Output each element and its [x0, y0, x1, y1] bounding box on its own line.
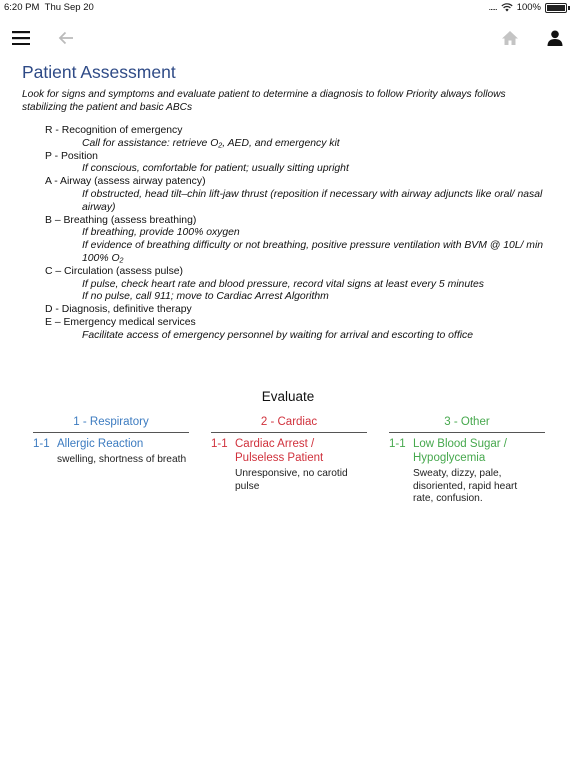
item-title: Cardiac Arrest / Pulseless Patient: [235, 438, 324, 464]
column-header[interactable]: 1 - Respiratory: [33, 416, 189, 433]
step-e: [45, 317, 555, 343]
step-c: [45, 266, 555, 304]
status-time-date: [4, 2, 94, 13]
assessment-steps: [45, 125, 555, 343]
step-detail: Call for assistance: retrieve O₂, AED, and emergency kit: [82, 137, 340, 149]
home-icon[interactable]: [500, 28, 520, 48]
step-detail: If pulse, check heart rate and blood pressure, record vital signs at least every 5 minutes: [82, 278, 484, 290]
step-r: [45, 125, 555, 151]
item-description: Sweaty, dizzy, pale, disoriented, rapid heart rate, confusion.: [413, 468, 518, 504]
evaluate-item[interactable]: [33, 437, 189, 467]
evaluate-item[interactable]: [389, 437, 545, 506]
step-heading: A - Airway (assess airway patency): [45, 176, 206, 188]
step-detail: Facilitate access of emergency personnel by waiting for arrival and escorting to office: [82, 329, 473, 341]
item-description: Unresponsive, no carotid pulse: [235, 468, 348, 492]
step-heading: D - Diagnosis, definitive therapy: [45, 304, 192, 316]
item-number: 1-1: [211, 438, 228, 450]
step-b: [45, 215, 555, 266]
nav-bar: [0, 22, 576, 54]
item-title: Low Blood Sugar / Hypoglycemia: [413, 438, 507, 464]
step-heading: R - Recognition of emergency: [45, 125, 183, 136]
wifi-icon: [501, 3, 513, 12]
step-detail: If breathing, provide 100% oxygen: [82, 227, 240, 239]
battery-tip: [568, 6, 570, 10]
evaluate-title: Evaluate: [261, 389, 315, 404]
evaluate-column-cardiac: [211, 416, 367, 493]
step-heading: B – Breathing (assess breathing): [45, 214, 197, 226]
step-d: [45, 304, 555, 317]
column-header[interactable]: 2 - Cardiac: [211, 416, 367, 433]
person-icon[interactable]: [545, 28, 565, 48]
intro-text: Look for signs and symptoms and evaluate patient to determine a diagnosis to follow Priority always follows stabilizing the patient and basic ABCs: [22, 89, 506, 113]
step-heading: C – Circulation (assess pulse): [45, 265, 184, 277]
evaluate-item[interactable]: [211, 437, 367, 493]
step-detail: If obstructed, head tilt–chin lift-jaw thrust (reposition if necessary with airway adjuncts like oral/ nasal airway): [82, 188, 543, 213]
step-a: [45, 176, 555, 214]
evaluate-column-other: [389, 416, 545, 506]
battery-percent: 100%: [516, 2, 541, 13]
status-time: 6:20 PM: [4, 2, 40, 13]
item-number: 1-1: [33, 438, 50, 450]
battery-icon: [545, 3, 567, 13]
status-bar: [0, 0, 576, 16]
item-description: swelling, shortness of breath: [57, 454, 187, 465]
hamburger-icon[interactable]: [10, 28, 32, 48]
step-detail: If evidence of breathing difficulty or not breathing, positive pressure ventilation with BVM @ 10L/ min 100% O₂: [82, 240, 544, 264]
step-heading: P - Position: [45, 150, 98, 162]
arrow-left-icon[interactable]: [56, 28, 76, 48]
step-detail: If conscious, comfortable for patient; usually sitting upright: [82, 163, 349, 175]
signal-dots: .....: [488, 2, 497, 13]
column-header[interactable]: 3 - Other: [389, 416, 545, 433]
page-title: Patient Assessment: [22, 62, 176, 82]
step-heading: E – Emergency medical services: [45, 316, 196, 328]
item-title: Allergic Reaction: [57, 438, 144, 450]
step-p: [45, 151, 555, 177]
step-detail: If no pulse, call 911; move to Cardiac Arrest Algorithm: [82, 291, 329, 303]
status-date: Thu Sep 20: [44, 2, 94, 13]
status-right: [488, 2, 570, 13]
evaluate-column-respiratory: [33, 416, 189, 467]
item-number: 1-1: [389, 438, 406, 450]
